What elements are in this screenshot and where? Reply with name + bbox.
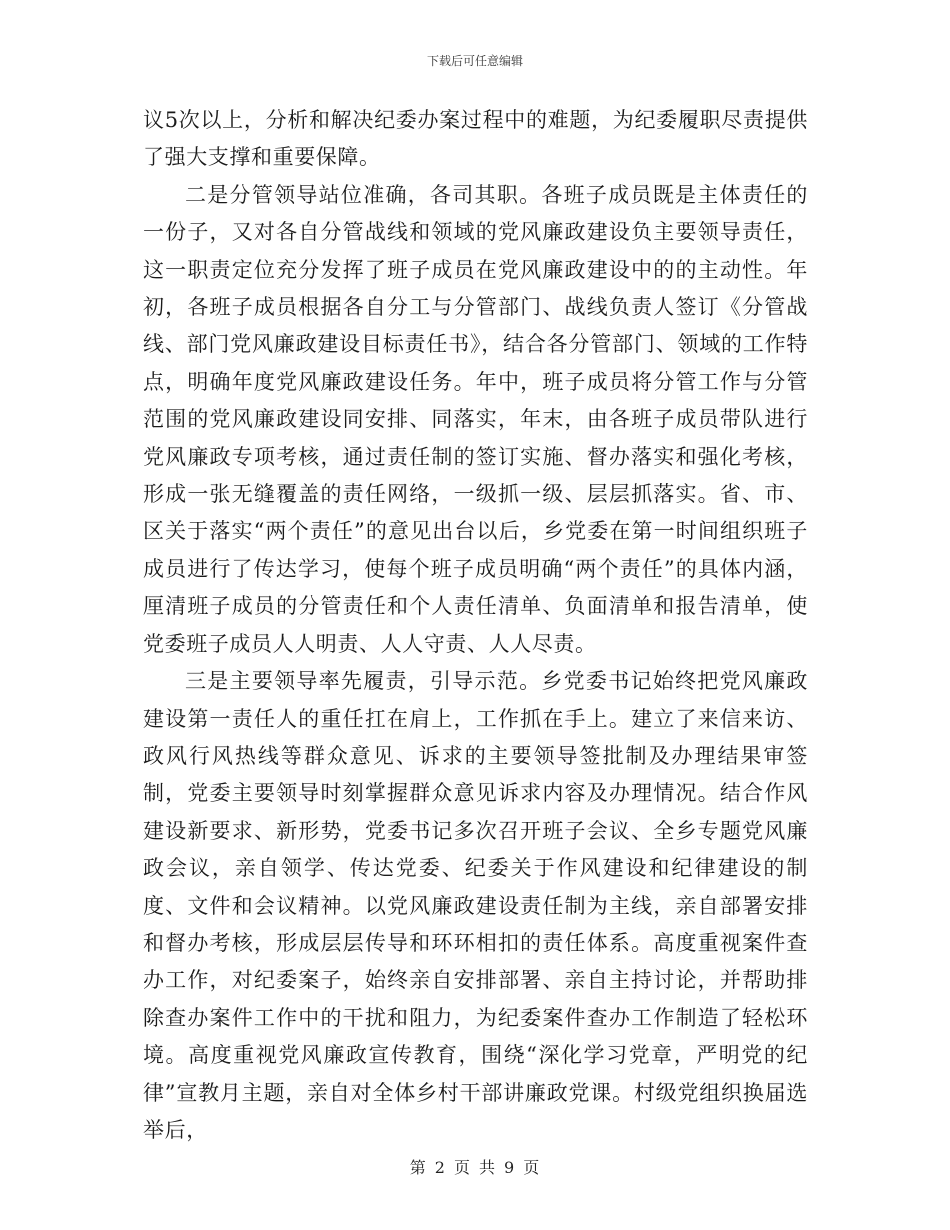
total-pages-number: 9 <box>504 1158 516 1177</box>
page-footer <box>0 1155 950 1178</box>
paragraph-two: 二是分管领导站位准确，各司其职。各班子成员既是主体责任的一份子，又对各自分管战线和领域的党风廉政建设负主要领导责任，这一职责定位充分发挥了班子成员在党风廉政建设中的的主动性。年初，各班子成员根据各自分工与分管部门、战线负责人签订《分管战线、部门党风廉政建设目标责任书》，结合各分管部门、领域的工作特点，明确年度党风廉政建设任务。年中，班子成员将分管工作与分管范围的党风廉政建设同安排、同落实，年末，由各班子成员带队进行党风廉政专项考核，通过责任制的签订实施、督办落实和强化考核，形成一张无缝覆盖的责任网络，一级抓一级、层层抓落实。省、市、区关于落实“两个责任”的意见出台以后，乡党委在第一时间组织班子成员进行了传达学习，使每个班子成员明确“两个责任”的具体内涵，厘清班子成员的分管责任和个人责任清单、负面清单和报告清单，使党委班子成员人人明责、人人守责、人人尽责。 <box>143 182 808 656</box>
paragraph-continuation: 议5次以上，分析和解决纪委办案过程中的难题，为纪委履职尽责提供了强大支撑和重要保障。 <box>143 108 808 170</box>
footer-page-word: 页 <box>453 1158 471 1177</box>
page-header: 下载后可任意编辑 <box>426 54 523 68</box>
current-page-number: 2 <box>434 1158 446 1177</box>
footer-suffix: 页 <box>523 1158 541 1177</box>
paragraph-three: 三是主要领导率先履责，引导示范。乡党委书记始终把党风廉政建设第一责任人的重任扛在肩上，工作抓在手上。建立了来信来访、政风行风热线等群众意见、诉求的主要领导签批制及办理结果审签制，党委主要领导时刻掌握群众意见诉求内容及办理情况。结合作风建设新要求、新形势，党委书记多次召开班子会议、全乡专题党风廉政会议，亲自领学、传达党委、纪委关于作风建设和纪律建设的制度、文件和会议精神。以党风廉政建设责任制为主线，亲自部署安排和督办考核，形成层层传导和环环相扣的责任体系。高度重视案件查办工作，对纪委案子，始终亲自安排部署、亲自主持讨论，并帮助排除查办案件工作中的干扰和阻力，为纪委案件查办工作制造了轻松环境。高度重视党风廉政宣传教育，围绕“深化学习党章，严明党的纪律”宣教月主题，亲自对全体乡村干部讲廉政党课。村级党组织换届选举后， <box>143 669 808 1142</box>
footer-total-word: 共 <box>479 1158 497 1177</box>
document-body <box>143 102 808 1149</box>
footer-prefix: 第 <box>409 1158 427 1177</box>
